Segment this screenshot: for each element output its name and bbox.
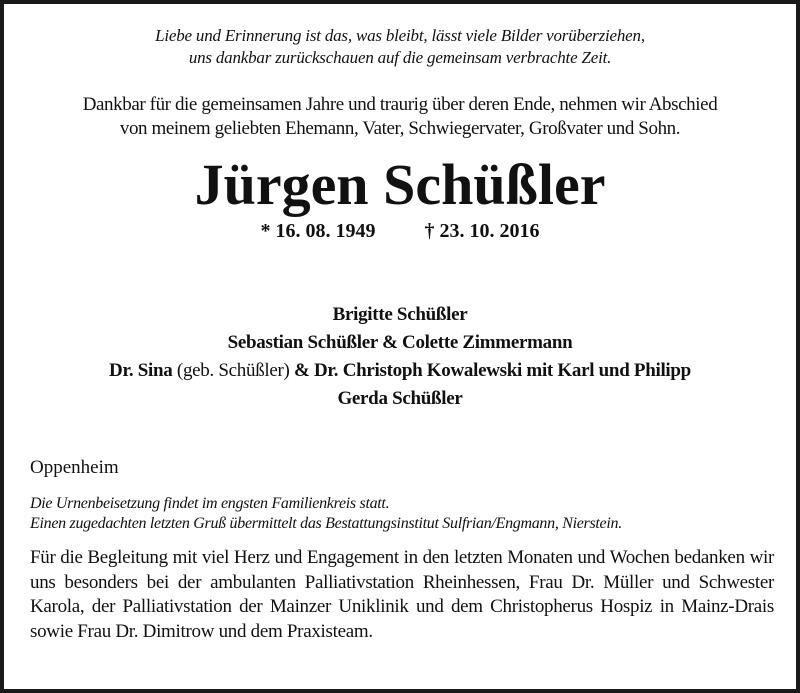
burial-info bbox=[30, 494, 622, 534]
birth-date: * 16. 08. 1949 bbox=[260, 220, 376, 242]
mourner bbox=[4, 357, 796, 385]
intro-line: von meinem geliebten Ehemann, Vater, Schwiegervater, Großvater und Sohn. bbox=[119, 118, 681, 139]
mourner: Gerda Schüßler bbox=[337, 388, 463, 409]
thanks-paragraph: Für die Begleitung mit viel Herz und Engagement in den letzten Monaten und Wochen bedanken wir uns besonders bei der ambulanten Palliativstation Rheinhessen, Frau Dr. Müller und Schwester Karola, der Palliativstation der Mainzer Uniklinik und dem Christopherus Hospiz in Mainz-Drais sowie Frau Dr. Dimitrow und dem Praxisteam. bbox=[30, 547, 774, 642]
obituary-notice bbox=[4, 4, 796, 689]
deceased-name: Jürgen Schüßler bbox=[194, 152, 606, 217]
mourner: Sebastian Schüßler & Colette Zimmermann bbox=[227, 332, 573, 353]
life-dates bbox=[4, 219, 796, 243]
death-date: † 23. 10. 2016 bbox=[424, 220, 540, 242]
burial-line: Einen zugedachten letzten Gruß übermittelt das Bestattungsinstitut Sulfrian/Engmann, Nierstein. bbox=[30, 515, 622, 532]
motto-line: Liebe und Erinnerung ist das, was bleibt, lässt viele Bilder vorüberziehen, bbox=[155, 26, 645, 45]
burial-line: Die Urnenbeisetzung findet im engsten Familienkreis statt. bbox=[30, 495, 390, 512]
intro-line: Dankbar für die gemeinsamen Jahre und traurig über deren Ende, nehmen wir Abschied bbox=[82, 94, 718, 115]
mourner-name: Dr. Sina bbox=[109, 360, 173, 381]
mourner-partner: & Dr. Christoph Kowalewski mit Karl und Philipp bbox=[294, 360, 691, 381]
place: Oppenheim bbox=[30, 457, 119, 478]
motto bbox=[4, 25, 796, 69]
mourners-list bbox=[4, 301, 796, 413]
mourner: Brigitte Schüßler bbox=[332, 304, 468, 325]
intro-text bbox=[4, 93, 796, 141]
motto-line: uns dankbar zurückschauen auf die gemeinsam verbrachte Zeit. bbox=[188, 48, 612, 67]
maiden-name: (geb. Schüßler) bbox=[172, 360, 295, 381]
